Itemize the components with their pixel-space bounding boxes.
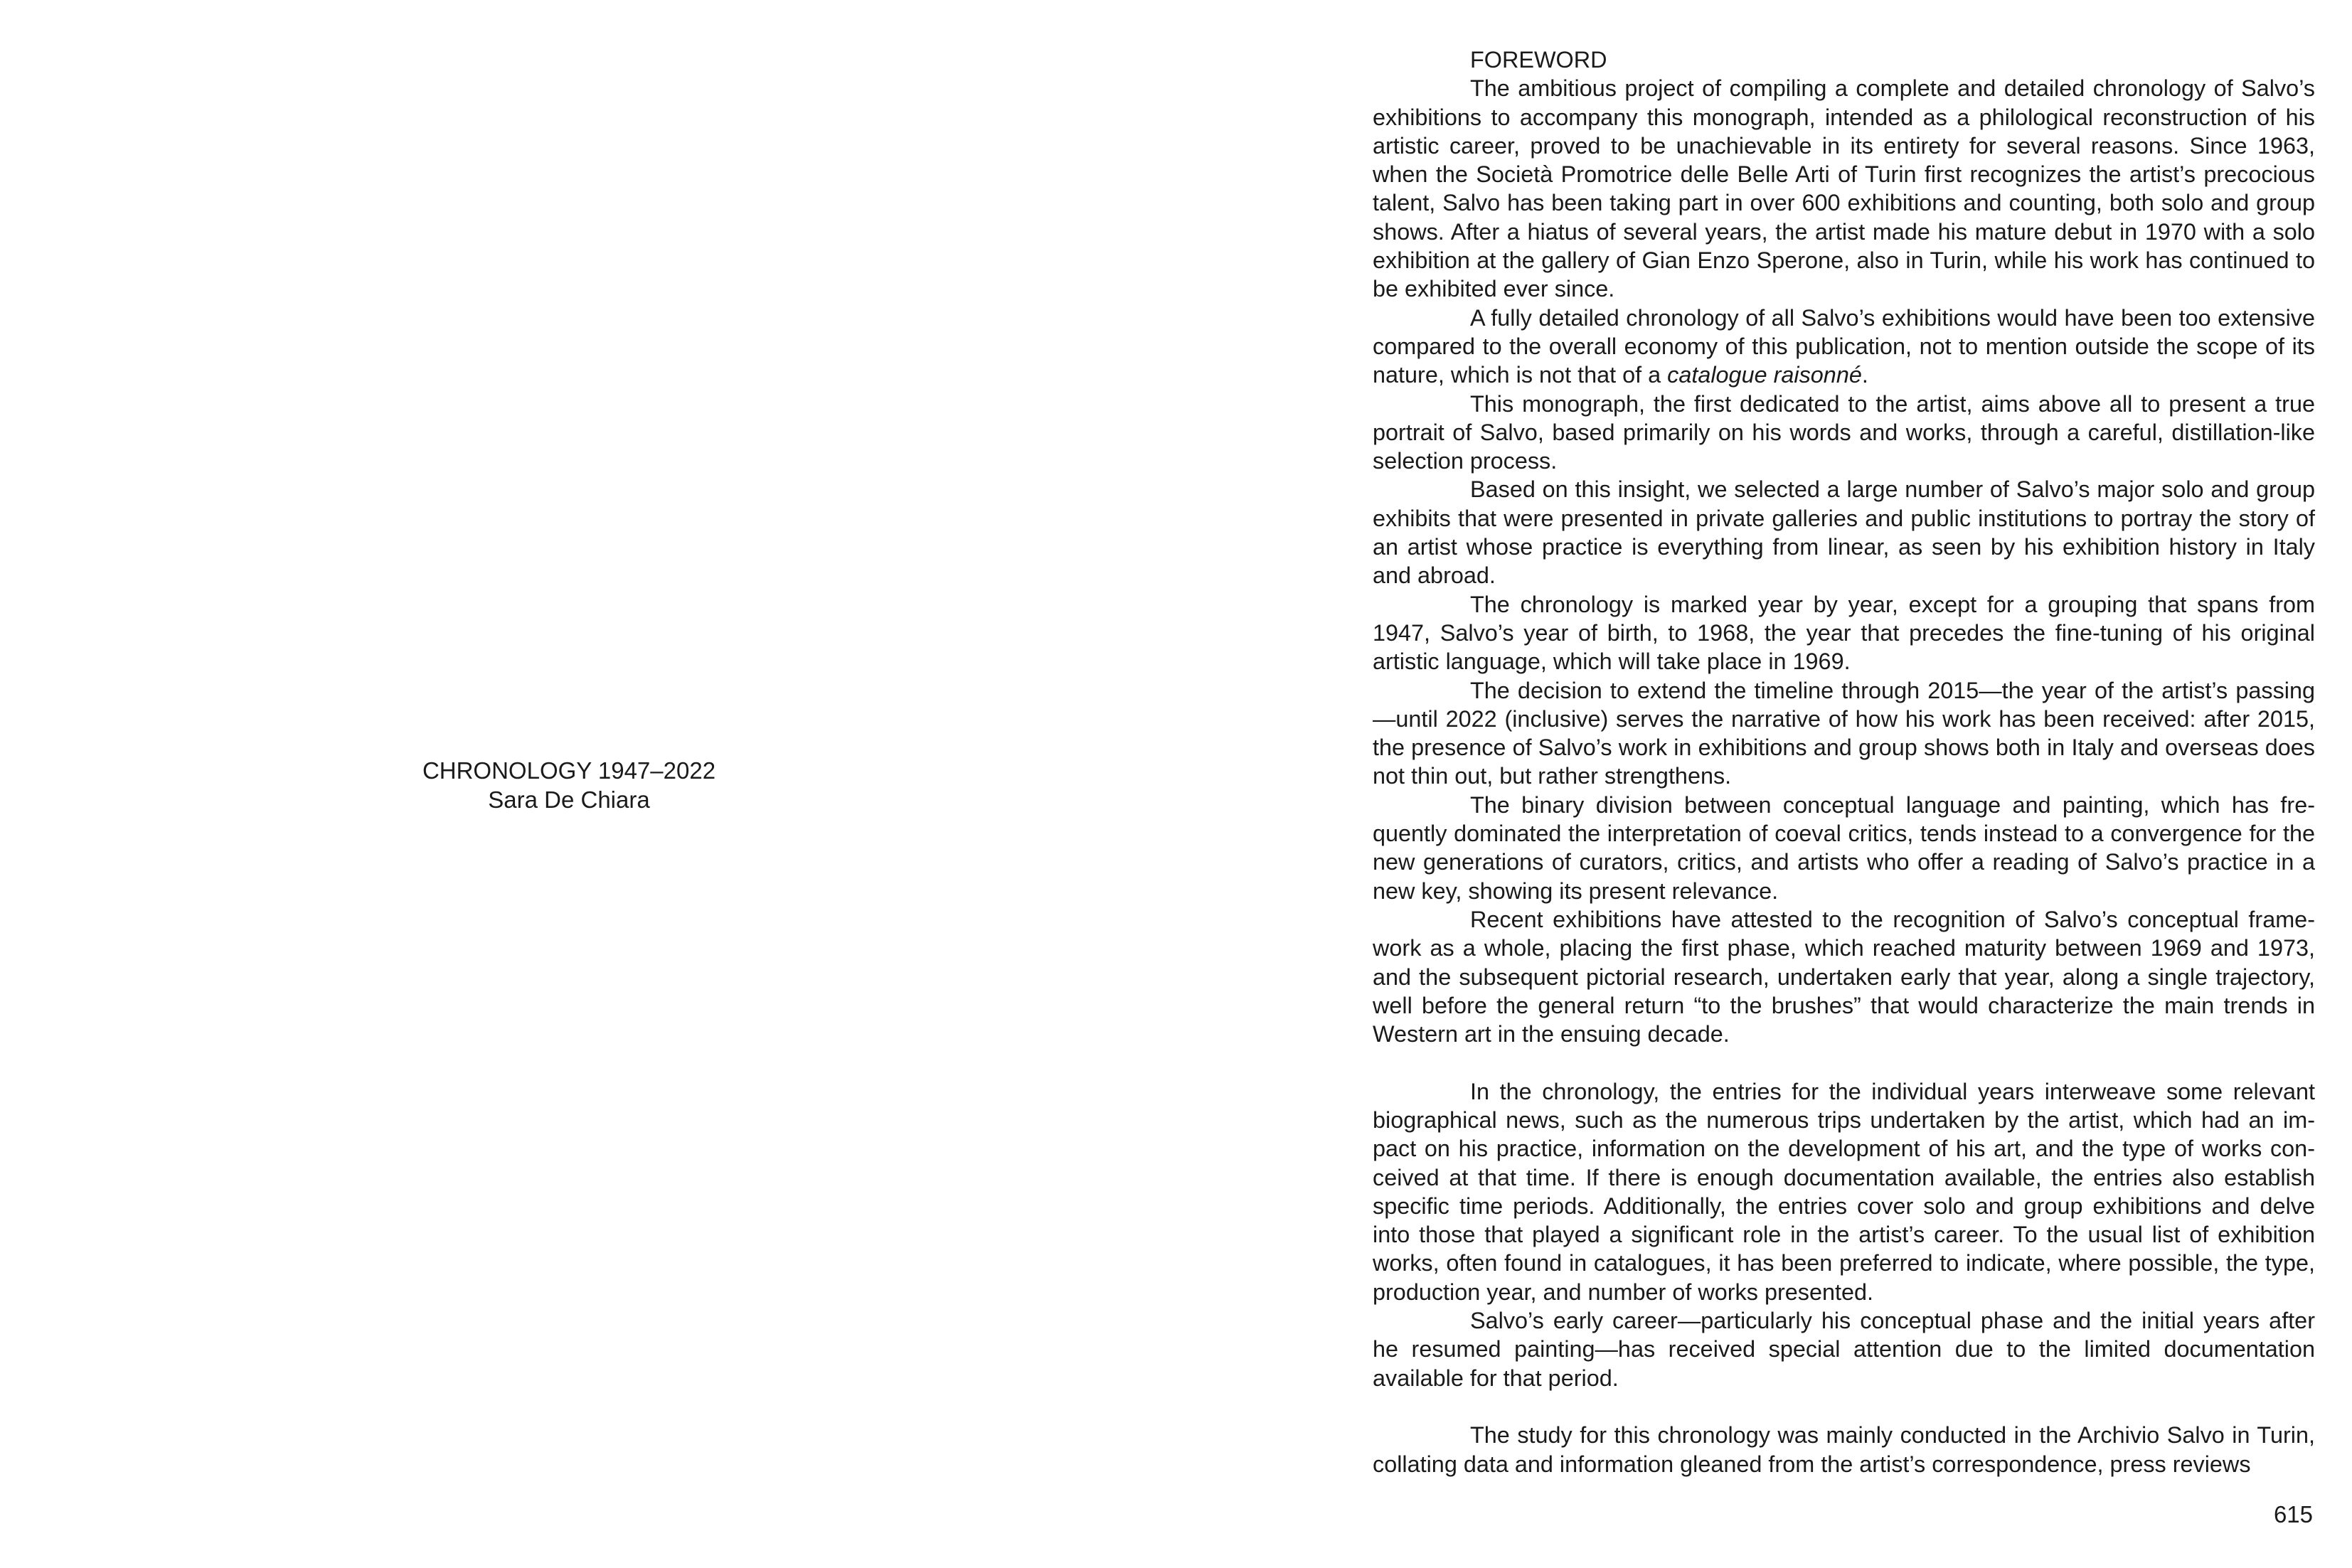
body-paragraph: The binary division between conceptual language and painting, which has frequently dominated the interpretation of coeval critics, tends instead to a convergence for the new generations of curators, critics, and artists who offer a reading of Salvo’s practice in a new key, showing its present relevance. (1373, 791, 2315, 904)
body-paragraph: A fully detailed chronology of all Salvo’s exhibitions would have been too extensive compared to the overall economy of this publication, not to mention outside the scope of its nature, which is not that of a catalogue raisonné. (1373, 304, 2315, 388)
chapter-title: CHRONOLOGY 1947–2022 (422, 757, 716, 784)
body-paragraph: This monograph, the first dedicated to the artist, aims above all to present a true portrait of Salvo, based primarily on his words and works, through a careful, distillation-like selection process. (1373, 390, 2315, 474)
body-paragraph: Salvo’s early career—particularly his conceptual phase and the initial years after he resumed painting—has received special attention due to the limited documentation available for that period. (1373, 1308, 2315, 1391)
body-paragraph: The decision to extend the timeline through 2015—the year of the artist’s passing—until 2022 (inclusive) serves the narrative of how his work has been received: after 2015, the presence of Salvo’s work in exhibitions and group shows both in Italy and overseas does not thin out, but rather strengthens. (1373, 677, 2315, 789)
body-paragraph: The chronology is marked year by year, except for a grouping that spans from 1947, Salvo’s year of birth, to 1968, the year that precedes the fine-tuning of his original artistic language, which will take place in 1969. (1373, 591, 2315, 675)
right-page (1373, 46, 2315, 1478)
body-paragraph: Recent exhibitions have attested to the recognition of Salvo’s conceptual framework as a whole, placing the first phase, which reached maturity between 1969 and 1973, and the subsequent pictorial research, undertaken early that year, along a single trajectory, well before the general return “to the brushes” that would characterize the main trends in Western art in the ensuing decade. (1373, 906, 2315, 1047)
chapter-author: Sara De Chiara (488, 786, 650, 813)
section-heading: FOREWORD (1470, 47, 1607, 73)
body-paragraph: In the chronology, the entries for the individual years interweave some relevant biographical news, such as the numerous trips undertaken by the artist, which had an impact on his practice, information on the development of his art, and the type of works conceived at that time. If there is enough documentation available, the entries also establish specific time periods. Additionally, the entries cover solo and group exhibitions and delve into those that played a significant role in the artist’s career. To the usual list of exhibition works, often found in catalogues, it has been preferred to indicate, where possible, the type, production year, and number of works presented. (1373, 1078, 2315, 1305)
chapter-title-block (313, 756, 825, 814)
italic-term: catalogue raisonné (1667, 362, 1862, 388)
body-paragraph: The study for this chronology was mainly conducted in the Archivio Salvo in Turin, collating data and information gleaned from the artist’s correspondence, press reviews (1373, 1422, 2315, 1477)
body-paragraph: Based on this insight, we selected a large number of Salvo’s major solo and group exhibits that were presented in private galleries and public institutions to portray the story of an artist whose practice is everything from linear, as seen by his exhibition history in Italy and abroad. (1373, 476, 2315, 589)
body-paragraph: The ambitious project of compiling a complete and detailed chronology of Salvo’s exhibitions to accompany this monograph, intended as a philological reconstruction of his artistic career, proved to be unachievable in its entirety for several reasons. Since 1963, when the Società Promotrice delle Belle Arti of Turin first recognizes the artist’s precocious talent, Salvo has been taking part in over 600 exhibitions and counting, both solo and group shows. After a hiatus of several years, the artist made his mature debut in 1970 with a solo exhibition at the gallery of Gian Enzo Sperone, also in Turin, while his work has continued to be exhibited ever since. (1373, 75, 2315, 302)
page-number: 615 (2273, 1501, 2313, 1527)
left-page (0, 0, 1166, 1568)
